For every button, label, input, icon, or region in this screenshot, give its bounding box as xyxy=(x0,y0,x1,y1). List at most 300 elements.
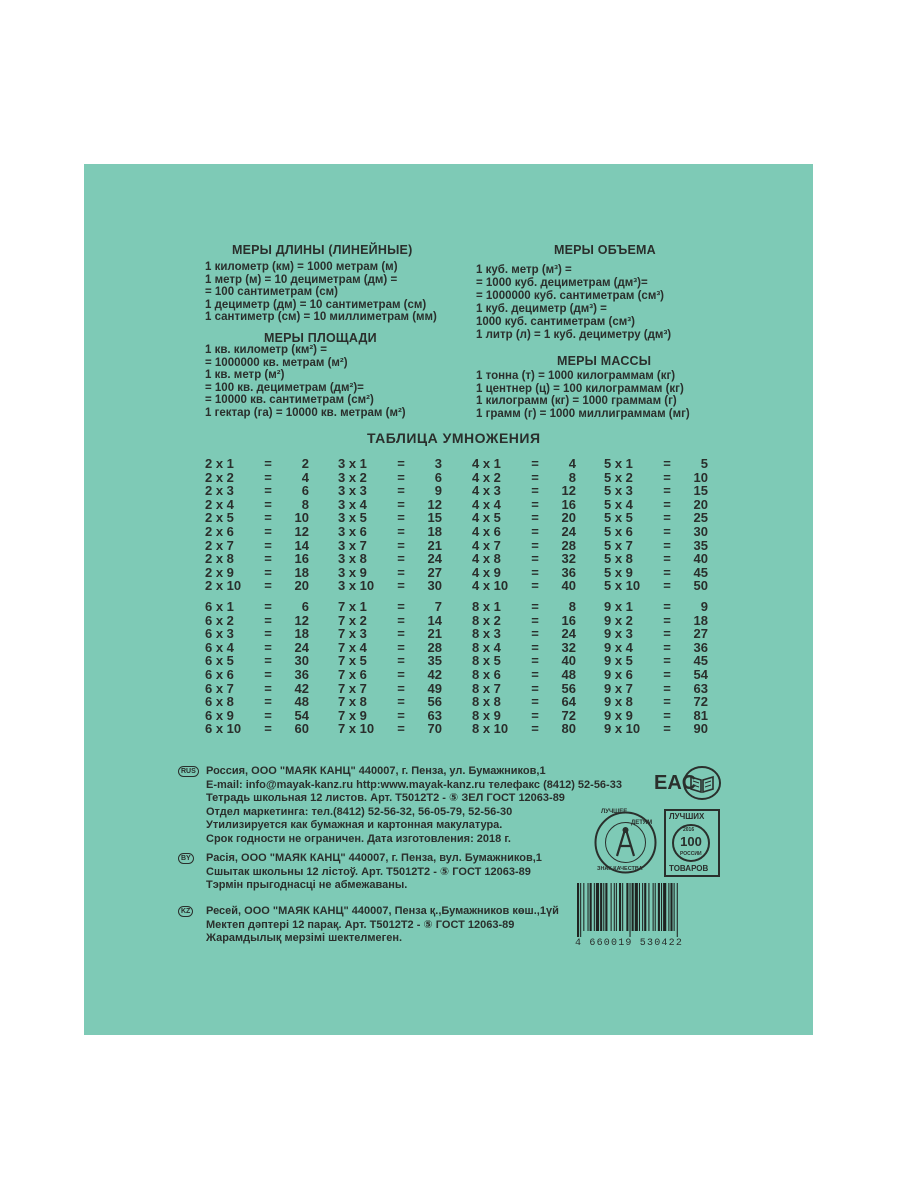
equals-sign: = xyxy=(663,537,671,553)
multiplication-result: 15 xyxy=(693,483,708,499)
volume-measure-line: = 1000 куб. дециметрам (дм³)= xyxy=(476,277,648,290)
multiplication-result: 6 xyxy=(301,483,309,499)
multiplication-result: 24 xyxy=(561,626,576,642)
multiplication-expression: 6 x 6 xyxy=(205,666,234,682)
multiplication-row xyxy=(472,525,582,539)
barcode-bar xyxy=(655,883,656,931)
multiplication-result: 15 xyxy=(427,510,442,526)
barcode-bar xyxy=(668,883,669,931)
country-badge-rus: RUS xyxy=(178,766,199,777)
multiplication-expression: 4 x 4 xyxy=(472,496,501,512)
equals-sign: = xyxy=(531,564,539,580)
info-kz-line: Ресей, ООО "МАЯК КАНЦ" 440007, Пенза қ.,Бумажников көш.,1үй xyxy=(206,905,559,917)
equals-sign: = xyxy=(397,666,405,682)
multiplication-row xyxy=(338,539,448,553)
multiplication-result: 4 xyxy=(568,456,576,471)
barcode-bar xyxy=(639,883,640,931)
multiplication-expression: 9 x 7 xyxy=(604,680,633,696)
barcode-bar xyxy=(619,883,621,931)
length-measures-list xyxy=(205,261,437,324)
area-measures-list xyxy=(205,344,406,420)
barcode-bar xyxy=(626,883,628,931)
equals-sign: = xyxy=(663,694,671,710)
multiplication-row xyxy=(604,471,714,485)
equals-sign: = xyxy=(397,578,405,594)
barcode-bar xyxy=(616,883,617,931)
multiplication-result: 36 xyxy=(561,564,576,580)
kids-logo-bottom-text: ЗНАК КАЧЕСТВА xyxy=(597,866,643,872)
multiplication-expression: 9 x 5 xyxy=(604,653,633,669)
info-rus-line: Утилизируется как бумажная и картонная макулатура. xyxy=(206,819,503,832)
multiplication-result: 64 xyxy=(561,694,576,710)
equals-sign: = xyxy=(531,483,539,499)
multiplication-row xyxy=(472,600,582,614)
multiplication-result: 36 xyxy=(693,639,708,655)
multiplication-result: 72 xyxy=(693,694,708,710)
multiplication-expression: 7 x 5 xyxy=(338,653,367,669)
multiplication-row xyxy=(205,709,315,723)
multiplication-row xyxy=(604,627,714,641)
multiplication-expression: 2 x 4 xyxy=(205,496,234,512)
equals-sign: = xyxy=(264,639,272,655)
equals-sign: = xyxy=(663,523,671,539)
equals-sign: = xyxy=(663,680,671,696)
multiplication-block xyxy=(604,457,714,593)
multiplication-expression: 8 x 5 xyxy=(472,653,501,669)
barcode-bar xyxy=(603,883,604,931)
length-measure-line: 1 дециметр (дм) = 10 сантиметрам (см) xyxy=(205,298,427,311)
barcode-bar xyxy=(580,883,581,937)
multiplication-result: 72 xyxy=(561,707,576,723)
eac-mark: EAC xyxy=(654,772,697,794)
multiplication-expression: 6 x 5 xyxy=(205,653,234,669)
area-measures-title: МЕРЫ ПЛОЩАДИ xyxy=(264,331,377,345)
multiplication-row xyxy=(604,709,714,723)
multiplication-expression: 4 x 7 xyxy=(472,537,501,553)
equals-sign: = xyxy=(531,612,539,628)
equals-sign: = xyxy=(264,707,272,723)
multiplication-expression: 4 x 9 xyxy=(472,564,501,580)
multiplication-row xyxy=(205,539,315,553)
multiplication-expression: 9 x 6 xyxy=(604,666,633,682)
best-for-kids-logo xyxy=(593,810,658,875)
best-logo-bottom-text: ТОВАРОВ xyxy=(669,864,709,873)
multiplication-row xyxy=(338,498,448,512)
equals-sign: = xyxy=(397,639,405,655)
country-badge-by: BY xyxy=(178,853,194,864)
equals-sign: = xyxy=(663,551,671,567)
multiplication-result: 49 xyxy=(427,680,442,696)
multiplication-block xyxy=(205,457,315,593)
multiplication-expression: 4 x 8 xyxy=(472,551,501,567)
multiplication-result: 18 xyxy=(427,523,442,539)
equals-sign: = xyxy=(663,510,671,526)
multiplication-row xyxy=(472,552,582,566)
multiplication-row xyxy=(604,552,714,566)
equals-sign: = xyxy=(531,456,539,471)
multiplication-expression: 8 x 9 xyxy=(472,707,501,723)
book-recycle-icon xyxy=(682,765,722,801)
volume-measure-line: 1 куб. дециметр (дм³) = xyxy=(476,303,607,316)
country-badge-kz: KZ xyxy=(178,906,193,917)
info-rus-lines xyxy=(206,765,622,847)
multiplication-result: 12 xyxy=(427,496,442,512)
length-measure-line: = 100 сантиметрам (см) xyxy=(205,286,338,299)
multiplication-result: 28 xyxy=(561,537,576,553)
volume-measure-line: 1000 куб. сантиметрам (см³) xyxy=(476,316,635,329)
multiplication-row xyxy=(604,566,714,580)
multiplication-row xyxy=(604,498,714,512)
multiplication-expression: 2 x 8 xyxy=(205,551,234,567)
multiplication-expression: 2 x 10 xyxy=(205,578,242,594)
equals-sign: = xyxy=(663,626,671,642)
equals-sign: = xyxy=(264,626,272,642)
multiplication-expression: 8 x 8 xyxy=(472,694,501,710)
multiplication-expression: 5 x 7 xyxy=(604,537,633,553)
equals-sign: = xyxy=(264,483,272,499)
multiplication-row xyxy=(472,484,582,498)
equals-sign: = xyxy=(531,680,539,696)
multiplication-expression: 7 x 9 xyxy=(338,707,367,723)
multiplication-result: 25 xyxy=(693,510,708,526)
multiplication-block xyxy=(205,600,315,736)
multiplication-expression: 3 x 1 xyxy=(338,456,367,471)
multiplication-row xyxy=(205,566,315,580)
info-kz-lines xyxy=(206,905,559,946)
multiplication-result: 16 xyxy=(561,496,576,512)
multiplication-expression: 6 x 7 xyxy=(205,680,234,696)
multiplication-row xyxy=(604,539,714,553)
multiplication-expression: 7 x 6 xyxy=(338,666,367,682)
volume-measures-list xyxy=(476,264,671,343)
multiplication-result: 27 xyxy=(693,626,708,642)
length-measure-line: 1 сантиметр (см) = 10 миллиметрам (мм) xyxy=(205,311,437,324)
equals-sign: = xyxy=(663,707,671,723)
multiplication-result: 45 xyxy=(693,653,708,669)
multiplication-result: 8 xyxy=(301,496,309,512)
mass-measure-line: 1 центнер (ц) = 100 килограммам (кг) xyxy=(476,382,684,395)
multiplication-result: 42 xyxy=(427,666,442,682)
info-by-line: Тэрмін прыгоднасці не абмежаваны. xyxy=(206,879,408,892)
multiplication-result: 24 xyxy=(294,639,309,655)
barcode xyxy=(575,883,724,937)
multiplication-result: 10 xyxy=(693,469,708,485)
equals-sign: = xyxy=(397,626,405,642)
mass-measure-line: 1 килограмм (кг) = 1000 граммам (г) xyxy=(476,395,677,408)
barcode-bar xyxy=(644,883,646,931)
multiplication-expression: 8 x 6 xyxy=(472,666,501,682)
multiplication-expression: 5 x 3 xyxy=(604,483,633,499)
equals-sign: = xyxy=(264,456,272,471)
barcode-bar xyxy=(577,883,579,937)
multiplication-expression: 8 x 1 xyxy=(472,599,501,614)
multiplication-expression: 8 x 10 xyxy=(472,721,509,737)
multiplication-result: 56 xyxy=(561,680,576,696)
multiplication-expression: 5 x 6 xyxy=(604,523,633,539)
notebook-back-cover xyxy=(84,164,813,1035)
equals-sign: = xyxy=(264,564,272,580)
multiplication-result: 2 xyxy=(301,456,309,471)
info-kz xyxy=(178,905,193,919)
multiplication-row xyxy=(205,627,315,641)
barcode-bar xyxy=(670,883,672,931)
equals-sign: = xyxy=(397,653,405,669)
multiplication-result: 14 xyxy=(294,537,309,553)
multiplication-result: 21 xyxy=(427,626,442,642)
equals-sign: = xyxy=(264,469,272,485)
multiplication-row xyxy=(338,511,448,525)
multiplication-expression: 4 x 1 xyxy=(472,456,501,471)
equals-sign: = xyxy=(663,564,671,580)
equals-sign: = xyxy=(531,551,539,567)
info-rus-line: Россия, ООО "МАЯК КАНЦ" 440007, г. Пенза, ул. Бумажников,1 xyxy=(206,765,546,777)
multiplication-row xyxy=(472,566,582,580)
multiplication-result: 80 xyxy=(561,721,576,737)
info-by-lines xyxy=(206,852,542,893)
multiplication-expression: 2 x 1 xyxy=(205,456,234,471)
equals-sign: = xyxy=(397,537,405,553)
multiplication-expression: 7 x 4 xyxy=(338,639,367,655)
multiplication-result: 20 xyxy=(693,496,708,512)
multiplication-row xyxy=(338,525,448,539)
equals-sign: = xyxy=(264,666,272,682)
multiplication-result: 35 xyxy=(427,653,442,669)
equals-sign: = xyxy=(663,456,671,471)
multiplication-result: 48 xyxy=(561,666,576,682)
multiplication-expression: 7 x 3 xyxy=(338,626,367,642)
length-measures-title: МЕРЫ ДЛИНЫ (ЛИНЕЙНЫЕ) xyxy=(232,243,413,257)
multiplication-block xyxy=(472,457,582,593)
multiplication-row xyxy=(205,682,315,696)
multiplication-row xyxy=(338,709,448,723)
info-rus-line: Отдел маркетинга: тел.(8412) 52-56-32, 56-05-79, 52-56-30 xyxy=(206,805,513,818)
multiplication-row xyxy=(604,668,714,682)
equals-sign: = xyxy=(397,510,405,526)
multiplication-result: 54 xyxy=(294,707,309,723)
multiplication-result: 42 xyxy=(294,680,309,696)
equals-sign: = xyxy=(663,578,671,594)
equals-sign: = xyxy=(264,537,272,553)
multiplication-row xyxy=(205,695,315,709)
multiplication-result: 6 xyxy=(434,469,442,485)
multiplication-row xyxy=(472,539,582,553)
multiplication-result: 60 xyxy=(294,721,309,737)
multiplication-result: 40 xyxy=(561,653,576,669)
equals-sign: = xyxy=(531,721,539,737)
best-logo-center-text: 100 xyxy=(680,834,702,849)
multiplication-row xyxy=(604,579,714,593)
multiplication-result: 45 xyxy=(693,564,708,580)
equals-sign: = xyxy=(531,510,539,526)
barcode-bar xyxy=(614,883,615,931)
multiplication-expression: 3 x 4 xyxy=(338,496,367,512)
barcode-bar xyxy=(594,883,595,931)
equals-sign: = xyxy=(264,496,272,512)
volume-measure-line: = 1000000 куб. сантиметрам (см³) xyxy=(476,290,664,303)
equals-sign: = xyxy=(397,564,405,580)
barcode-bar xyxy=(635,883,638,931)
info-by-line: Расія, ООО "МАЯК КАНЦ" 440007, г. Пенза, вул. Бумажников,1 xyxy=(206,852,542,864)
barcode-bar xyxy=(658,883,660,931)
equals-sign: = xyxy=(663,653,671,669)
multiplication-row xyxy=(604,600,714,614)
best-logo-sub: РОССИИ xyxy=(680,851,702,857)
equals-sign: = xyxy=(663,469,671,485)
equals-sign: = xyxy=(531,626,539,642)
equals-sign: = xyxy=(264,523,272,539)
multiplication-result: 63 xyxy=(693,680,708,696)
multiplication-result: 36 xyxy=(294,666,309,682)
barcode-bar xyxy=(596,883,599,931)
multiplication-row xyxy=(338,552,448,566)
multiplication-result: 8 xyxy=(568,599,576,614)
multiplication-row xyxy=(205,579,315,593)
multiplication-block xyxy=(472,600,582,736)
multiplication-row xyxy=(338,457,448,471)
info-kz-line: Мектеп дәптері 12 парақ. Арт. Т5012Т2 - ⑤ ГОСТ 12063-89 xyxy=(206,918,515,931)
equals-sign: = xyxy=(264,599,272,614)
multiplication-row xyxy=(205,471,315,485)
multiplication-row xyxy=(472,511,582,525)
multiplication-row xyxy=(338,600,448,614)
multiplication-result: 56 xyxy=(427,694,442,710)
equals-sign: = xyxy=(531,707,539,723)
multiplication-result: 54 xyxy=(693,666,708,682)
multiplication-result: 14 xyxy=(427,612,442,628)
multiplication-block xyxy=(604,600,714,736)
multiplication-row xyxy=(472,654,582,668)
multiplication-expression: 2 x 6 xyxy=(205,523,234,539)
area-measure-line: 1 кв. километр (км²) = xyxy=(205,344,327,356)
barcode-bar xyxy=(630,883,631,937)
multiplication-row xyxy=(472,627,582,641)
barcode-bar xyxy=(661,883,662,931)
multiplication-expression: 5 x 9 xyxy=(604,564,633,580)
multiplication-expression: 9 x 10 xyxy=(604,721,641,737)
area-measure-line: 1 гектар (га) = 10000 кв. метрам (м²) xyxy=(205,406,406,419)
multiplication-result: 16 xyxy=(294,551,309,567)
multiplication-block xyxy=(338,600,448,736)
multiplication-expression: 3 x 2 xyxy=(338,469,367,485)
barcode-digits: 4 660019 530422 xyxy=(575,938,684,949)
multiplication-expression: 2 x 3 xyxy=(205,483,234,499)
multiplication-expression: 5 x 10 xyxy=(604,578,641,594)
multiplication-result: 20 xyxy=(294,578,309,594)
multiplication-expression: 3 x 10 xyxy=(338,578,375,594)
multiplication-expression: 7 x 2 xyxy=(338,612,367,628)
multiplication-result: 35 xyxy=(693,537,708,553)
multiplication-result: 4 xyxy=(301,469,309,485)
multiplication-row xyxy=(604,484,714,498)
multiplication-row xyxy=(205,484,315,498)
equals-sign: = xyxy=(397,551,405,567)
multiplication-table-title: ТАБЛИЦА УМНОЖЕНИЯ xyxy=(367,430,541,446)
equals-sign: = xyxy=(264,612,272,628)
info-by xyxy=(178,852,194,866)
multiplication-result: 32 xyxy=(561,551,576,567)
multiplication-result: 5 xyxy=(700,456,708,471)
multiplication-row xyxy=(604,511,714,525)
multiplication-row xyxy=(472,722,582,736)
area-measure-line: = 100 кв. дециметрам (дм²)= xyxy=(205,381,364,394)
equals-sign: = xyxy=(531,469,539,485)
barcode-bar xyxy=(583,883,584,931)
multiplication-expression: 9 x 8 xyxy=(604,694,633,710)
multiplication-expression: 3 x 8 xyxy=(338,551,367,567)
multiplication-result: 6 xyxy=(301,599,309,614)
equals-sign: = xyxy=(264,510,272,526)
multiplication-result: 40 xyxy=(693,551,708,567)
barcode-bar xyxy=(663,883,666,931)
multiplication-row xyxy=(604,654,714,668)
equals-sign: = xyxy=(531,639,539,655)
multiplication-expression: 7 x 10 xyxy=(338,721,375,737)
info-by-line: Сшытак школьны 12 лістоў. Арт. Т5012Т2 - ⑤ ГОСТ 12063-89 xyxy=(206,865,531,878)
multiplication-row xyxy=(604,525,714,539)
multiplication-expression: 6 x 9 xyxy=(205,707,234,723)
multiplication-expression: 6 x 2 xyxy=(205,612,234,628)
equals-sign: = xyxy=(531,523,539,539)
multiplication-block xyxy=(338,457,448,593)
equals-sign: = xyxy=(663,496,671,512)
equals-sign: = xyxy=(531,694,539,710)
multiplication-row xyxy=(604,641,714,655)
multiplication-result: 18 xyxy=(294,564,309,580)
best-logo-top-text: ЛУЧШИХ xyxy=(669,812,705,821)
multiplication-expression: 7 x 7 xyxy=(338,680,367,696)
multiplication-expression: 5 x 1 xyxy=(604,456,633,471)
mass-measures-list xyxy=(476,370,690,420)
multiplication-result: 30 xyxy=(427,578,442,594)
multiplication-expression: 2 x 7 xyxy=(205,537,234,553)
equals-sign: = xyxy=(531,537,539,553)
equals-sign: = xyxy=(531,653,539,669)
multiplication-expression: 4 x 2 xyxy=(472,469,501,485)
info-rus-line: Срок годности не ограничен. Дата изготовления: 2018 г. xyxy=(206,832,511,845)
equals-sign: = xyxy=(397,707,405,723)
multiplication-expression: 3 x 9 xyxy=(338,564,367,580)
multiplication-expression: 4 x 10 xyxy=(472,578,509,594)
multiplication-expression: 3 x 5 xyxy=(338,510,367,526)
multiplication-expression: 3 x 6 xyxy=(338,523,367,539)
multiplication-result: 9 xyxy=(700,599,708,614)
multiplication-row xyxy=(338,471,448,485)
multiplication-expression: 2 x 2 xyxy=(205,469,234,485)
multiplication-row xyxy=(338,641,448,655)
multiplication-result: 40 xyxy=(561,578,576,594)
equals-sign: = xyxy=(531,666,539,682)
multiplication-row xyxy=(205,457,315,471)
barcode-bars xyxy=(575,883,724,937)
multiplication-row xyxy=(205,552,315,566)
multiplication-result: 9 xyxy=(434,483,442,499)
equals-sign: = xyxy=(663,639,671,655)
multiplication-row xyxy=(472,668,582,682)
multiplication-result: 12 xyxy=(561,483,576,499)
kids-logo-right-text: ДЕТЯМ xyxy=(631,820,653,826)
equals-sign: = xyxy=(264,551,272,567)
barcode-bar xyxy=(588,883,589,931)
multiplication-row xyxy=(472,614,582,628)
multiplication-expression: 9 x 3 xyxy=(604,626,633,642)
multiplication-row xyxy=(205,511,315,525)
multiplication-expression: 8 x 3 xyxy=(472,626,501,642)
equals-sign: = xyxy=(397,456,405,471)
multiplication-expression: 6 x 3 xyxy=(205,626,234,642)
volume-measures-title: МЕРЫ ОБЪЕМА xyxy=(554,243,656,257)
equals-sign: = xyxy=(663,599,671,614)
multiplication-row xyxy=(338,484,448,498)
